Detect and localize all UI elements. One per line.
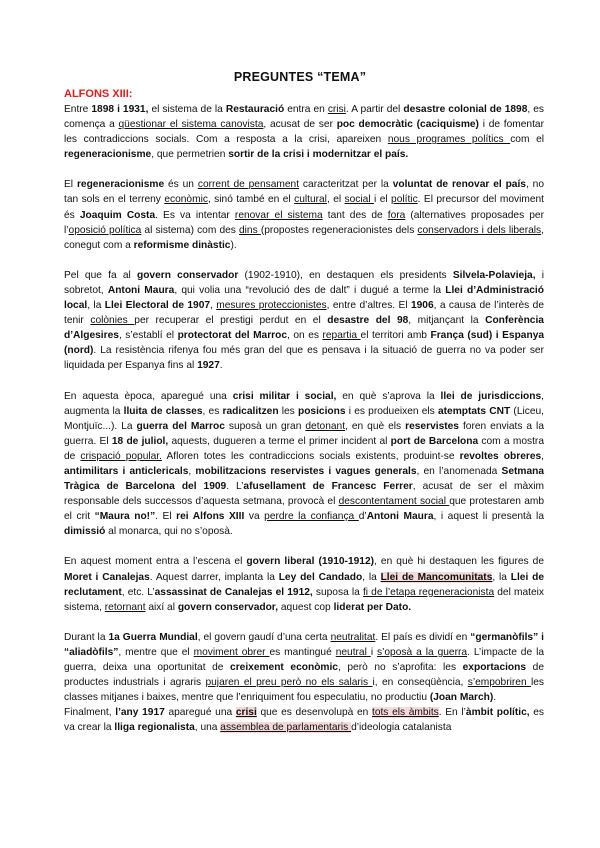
text-run: En aquesta època, aparegué una	[64, 390, 233, 402]
text-run: les classes mitjanes i baixes, mentre que l’enriquiment fou especulatiu, no productiu	[64, 677, 544, 704]
text-run: , augmenta la	[64, 390, 544, 417]
text-run: al monarca, qui no s’oposà.	[105, 526, 233, 538]
text-run: conservadors i dels liberals	[417, 224, 542, 236]
text-run: fi de l’etapa regeneracionista	[362, 586, 495, 598]
text-run: qüestionar el sistema canovista	[118, 119, 264, 131]
text-run: repartia	[322, 330, 361, 342]
text-run: descontentament social	[338, 496, 450, 508]
text-run: 1927	[197, 360, 220, 372]
text-run: (propostes regeneracionistes dels	[260, 224, 418, 236]
text-run: com el	[510, 134, 544, 146]
text-run: Pel que fa al	[64, 269, 137, 281]
text-run: en què s’aprova la	[336, 390, 441, 402]
text-run: nous programes polítics	[387, 134, 511, 146]
text-run: govern conservador,	[177, 601, 279, 613]
text-run: així al	[145, 601, 178, 613]
text-run: regeneracionisme	[64, 149, 152, 161]
text-run: ,	[210, 300, 217, 312]
text-run: oposició política	[68, 224, 142, 236]
text-run: , es comença a	[64, 104, 544, 131]
text-run: que protestaren amb el crit	[64, 496, 545, 523]
text-run: és un	[164, 179, 198, 191]
text-run: , la	[492, 571, 511, 583]
text-run: com a mostra de	[64, 435, 544, 462]
text-run: , acusat de ser	[263, 119, 337, 131]
text-run: Llei Electoral de 1907	[104, 300, 211, 312]
text-run: , una	[194, 722, 221, 734]
text-run: de productes industrials i agraris	[64, 662, 544, 689]
paragraph-7	[64, 705, 544, 735]
text-run: En aquest moment entra a l’escena el	[64, 556, 247, 568]
text-run: França (sud) i Espanya (nord)	[64, 330, 545, 357]
text-run: tant des de	[322, 209, 388, 221]
paragraph-1	[64, 102, 544, 162]
text-run: lluita de classes	[123, 405, 203, 417]
text-run: , no tan sols en el terreny	[64, 179, 545, 206]
text-run: , a causa de l’interès de tenir	[64, 300, 544, 327]
text-run: Conferència d’Algesires	[64, 315, 544, 342]
text-run: dins	[239, 224, 261, 236]
text-run: del mateix sistema,	[64, 586, 544, 613]
text-run: que es desenvolupà en	[256, 707, 372, 719]
text-run: d’	[358, 511, 367, 523]
text-run: , la	[362, 571, 381, 583]
text-run: entra en	[284, 104, 328, 115]
text-run: . El precursor del moviment és	[64, 194, 544, 221]
document-body	[64, 102, 544, 735]
text-run: Silvela-Polavieja,	[452, 269, 536, 281]
text-run: (1902-1910), en destaquen els presidents	[238, 269, 453, 281]
text-run: mobilitzacions reservistes i vagues generals	[195, 465, 417, 477]
text-run: al sistema) com des	[141, 224, 239, 236]
text-run: desastre del 98	[327, 315, 409, 327]
text-run: , entre d’altres. El	[326, 300, 411, 312]
text-run: lliga regionalista	[114, 722, 195, 734]
text-run: Llei de Mancomunitats	[380, 571, 493, 583]
text-run: dimissió	[64, 526, 106, 538]
text-run: aquest cop	[278, 601, 334, 613]
text-run: pujaren el preu però no els salaris	[205, 677, 373, 689]
text-run: les	[278, 405, 298, 417]
text-run: , es	[202, 405, 223, 417]
section-heading: ALFONS XIII:	[64, 88, 133, 100]
text-run: . L’	[226, 481, 244, 493]
text-run: (Joan March)	[429, 692, 494, 704]
text-run: . Aquest darrer, implanta la	[149, 571, 279, 583]
text-run: crisi	[327, 104, 346, 115]
text-run: caracteritzat per la	[299, 179, 393, 191]
text-run: neutral	[335, 646, 371, 658]
text-run: . El país es dividí en	[375, 631, 471, 643]
text-run: . L’impacte de la guerra, deixa una oportunitat de	[64, 646, 545, 673]
text-run: , acusat de ser el màxim responsable dels successos d’aquesta setmana, provocà el	[64, 481, 545, 508]
text-run: fora	[387, 209, 406, 221]
text-run: perdre la confiança	[264, 511, 359, 523]
text-run: 1906	[410, 300, 434, 312]
text-run: Entre	[64, 104, 92, 115]
text-run: reformisme dinàstic	[133, 239, 231, 251]
text-run: moviment obrer	[193, 646, 270, 658]
text-run: Antoni Maura	[107, 284, 175, 296]
text-run: desastre colonial de 1898	[403, 104, 528, 115]
paragraph-4	[64, 389, 544, 540]
text-run: govern liberal	[246, 556, 315, 568]
text-run: s’oposà a la guerra	[377, 646, 468, 658]
text-run: , qui volia una “revolució des de dalt” i dugué a terme la	[174, 284, 446, 296]
text-run: 1898 i 1931,	[91, 104, 149, 115]
text-run: , la	[87, 300, 105, 312]
text-run: suposa la	[312, 586, 363, 598]
text-run: i sobretot,	[64, 269, 545, 296]
text-run: llei de jurisdiccions	[440, 390, 542, 402]
text-run: cultural	[294, 194, 327, 206]
text-run: Antoni Maura	[366, 511, 434, 523]
text-run: crisi	[235, 707, 257, 719]
text-run: es va crear la	[64, 707, 545, 734]
text-run: retornant	[104, 601, 146, 613]
text-run: ,	[541, 450, 545, 462]
text-run: per recuperar el prestigi perdut en el	[134, 315, 328, 327]
text-run: , conegut com a	[64, 224, 544, 251]
text-run: aquests, dugueren a terme el primer incident al	[168, 435, 391, 447]
text-run: poc democràtic (caciquisme)	[336, 119, 479, 131]
text-run: , que permetrien	[151, 149, 229, 161]
text-run: detonant	[305, 420, 346, 432]
text-run: “Maura no!”	[94, 511, 156, 523]
text-run: (1910-1912)	[318, 556, 375, 568]
text-run: s’empobriren	[467, 677, 531, 689]
text-run: sortir de la crisi i modernitzar el país.	[228, 149, 409, 161]
text-run: es mantingué	[269, 646, 336, 658]
text-run: va	[244, 511, 265, 523]
text-run: , s’establí el	[118, 330, 178, 342]
text-run: aparegué una	[164, 707, 236, 719]
text-run: ,	[188, 465, 196, 477]
paragraph-2	[64, 177, 544, 252]
text-run: . Es va intentar	[155, 209, 235, 221]
text-run: , en l’anomenada	[416, 465, 502, 477]
text-run: foren enviats a la guerra. El	[64, 420, 544, 447]
text-run: radicalitzen	[222, 405, 279, 417]
text-run: social	[344, 194, 375, 206]
text-run: El	[64, 179, 77, 191]
text-run: àmbit polític,	[465, 707, 530, 719]
text-run: afusellament de Francesc Ferrer	[243, 481, 413, 493]
text-run: antimilitars i anticlericals	[64, 465, 189, 477]
text-run: . A partir del	[345, 104, 404, 115]
text-run: l’any 1917	[115, 707, 165, 719]
text-run: i, en conseqüència,	[372, 677, 468, 689]
text-run: posicions	[297, 405, 346, 417]
text-run: .	[493, 692, 497, 704]
text-run: , però no s’aprofita: les	[337, 662, 463, 673]
text-run: i de fomentar les contradiccions socials. Com a resposta a la crisi, apareixen	[64, 119, 544, 146]
text-run: creixement econòmic	[230, 662, 338, 673]
text-run: port de Barcelona	[390, 435, 479, 447]
text-run: , etc. L’	[121, 586, 155, 598]
text-run: Joaquim Costa	[79, 209, 156, 221]
text-run: colònies	[90, 315, 135, 327]
page-title: PREGUNTES “TEMA”	[233, 70, 367, 84]
text-run: “germanòfils” i “aliadòfils”	[64, 631, 544, 658]
text-run: mesures proteccionistes	[216, 300, 327, 312]
text-run: 1a Guerra Mundial	[108, 631, 198, 643]
text-run: polític	[391, 194, 418, 206]
text-run: 18 de juliol,	[111, 435, 169, 447]
text-run: assassinat de Canalejas el 1912,	[154, 586, 313, 598]
text-run: govern conservador	[136, 269, 239, 281]
text-run: Ley del Candado	[278, 571, 363, 583]
paragraph-3	[64, 268, 544, 374]
text-run: renovar el sistema	[234, 209, 323, 221]
text-run: Durant la	[64, 631, 109, 643]
text-run: exportacions	[462, 662, 527, 673]
text-run: liderat per Dato.	[333, 601, 412, 613]
text-run: , el	[326, 194, 345, 206]
text-run: (Liceu, Montjuïc...). La	[64, 405, 545, 432]
text-run: i el	[374, 194, 392, 206]
text-run: el territori amb	[360, 330, 431, 342]
text-run: Finalment,	[64, 707, 116, 719]
text-run: guerra del Marroc	[136, 420, 225, 432]
text-run: el sistema de la	[148, 104, 226, 115]
text-run: , en què hi destaquen les figures de	[374, 556, 544, 568]
text-run: corrent de pensament	[197, 179, 300, 191]
text-run: d’ideologia catalanista	[351, 722, 452, 734]
text-run: regeneracionisme	[76, 179, 165, 191]
text-run: voluntat de renovar el país	[392, 179, 526, 191]
text-run: protectorat del Marroc	[177, 330, 288, 342]
text-run: Restauració	[225, 104, 285, 115]
text-run: . El	[155, 511, 177, 523]
text-run: ).	[230, 239, 237, 251]
text-run: , i aquest li presentà la	[433, 511, 544, 523]
paragraph-5	[64, 554, 544, 614]
text-run: , sinó també en el	[207, 194, 295, 206]
text-run: . En l’	[438, 707, 466, 719]
text-run: atemptats CNT	[437, 405, 511, 417]
text-run: crispació popular.	[80, 450, 162, 462]
text-run: .	[219, 360, 223, 372]
text-run: rei Alfons XIII	[176, 511, 245, 523]
text-run: assemblea de parlamentaris	[220, 722, 352, 734]
paragraph-6	[64, 630, 544, 705]
text-run: . La resistència rifenya fou més gran del que es pensava i la situació de guerra no va poder ser liquidada per Espanya fins al	[64, 345, 544, 372]
text-run: neutralitat	[330, 631, 376, 643]
text-run: Llei de reclutament	[64, 571, 545, 598]
text-run: , en què els	[345, 420, 406, 432]
text-run: suposà un gran	[224, 420, 306, 432]
text-run: Moret i Canalejas	[64, 571, 150, 583]
text-run: , on es	[287, 330, 323, 342]
text-run: Afloren totes les contradiccions socials existents, produint-se	[161, 450, 460, 462]
text-run: Llei d’Administració local	[64, 284, 544, 312]
text-run: econòmic	[164, 194, 208, 206]
text-run: crisi militar i social,	[232, 390, 337, 402]
text-run: (alternatives proposades per l’	[64, 209, 544, 236]
text-run: i	[370, 646, 378, 658]
text-run: , el govern gaudí d’una certa	[197, 631, 331, 643]
text-run: tots els àmbits	[371, 707, 439, 719]
text-run: revoltes obreres	[459, 450, 542, 462]
text-run: i es produeixen els	[345, 405, 438, 417]
text-run: , mitjançant la	[408, 315, 486, 327]
text-run: Setmana Tràgica de Barcelona del 1909	[64, 465, 544, 493]
text-run: reservistes	[405, 420, 459, 432]
text-run: , mentre que el	[118, 646, 194, 658]
